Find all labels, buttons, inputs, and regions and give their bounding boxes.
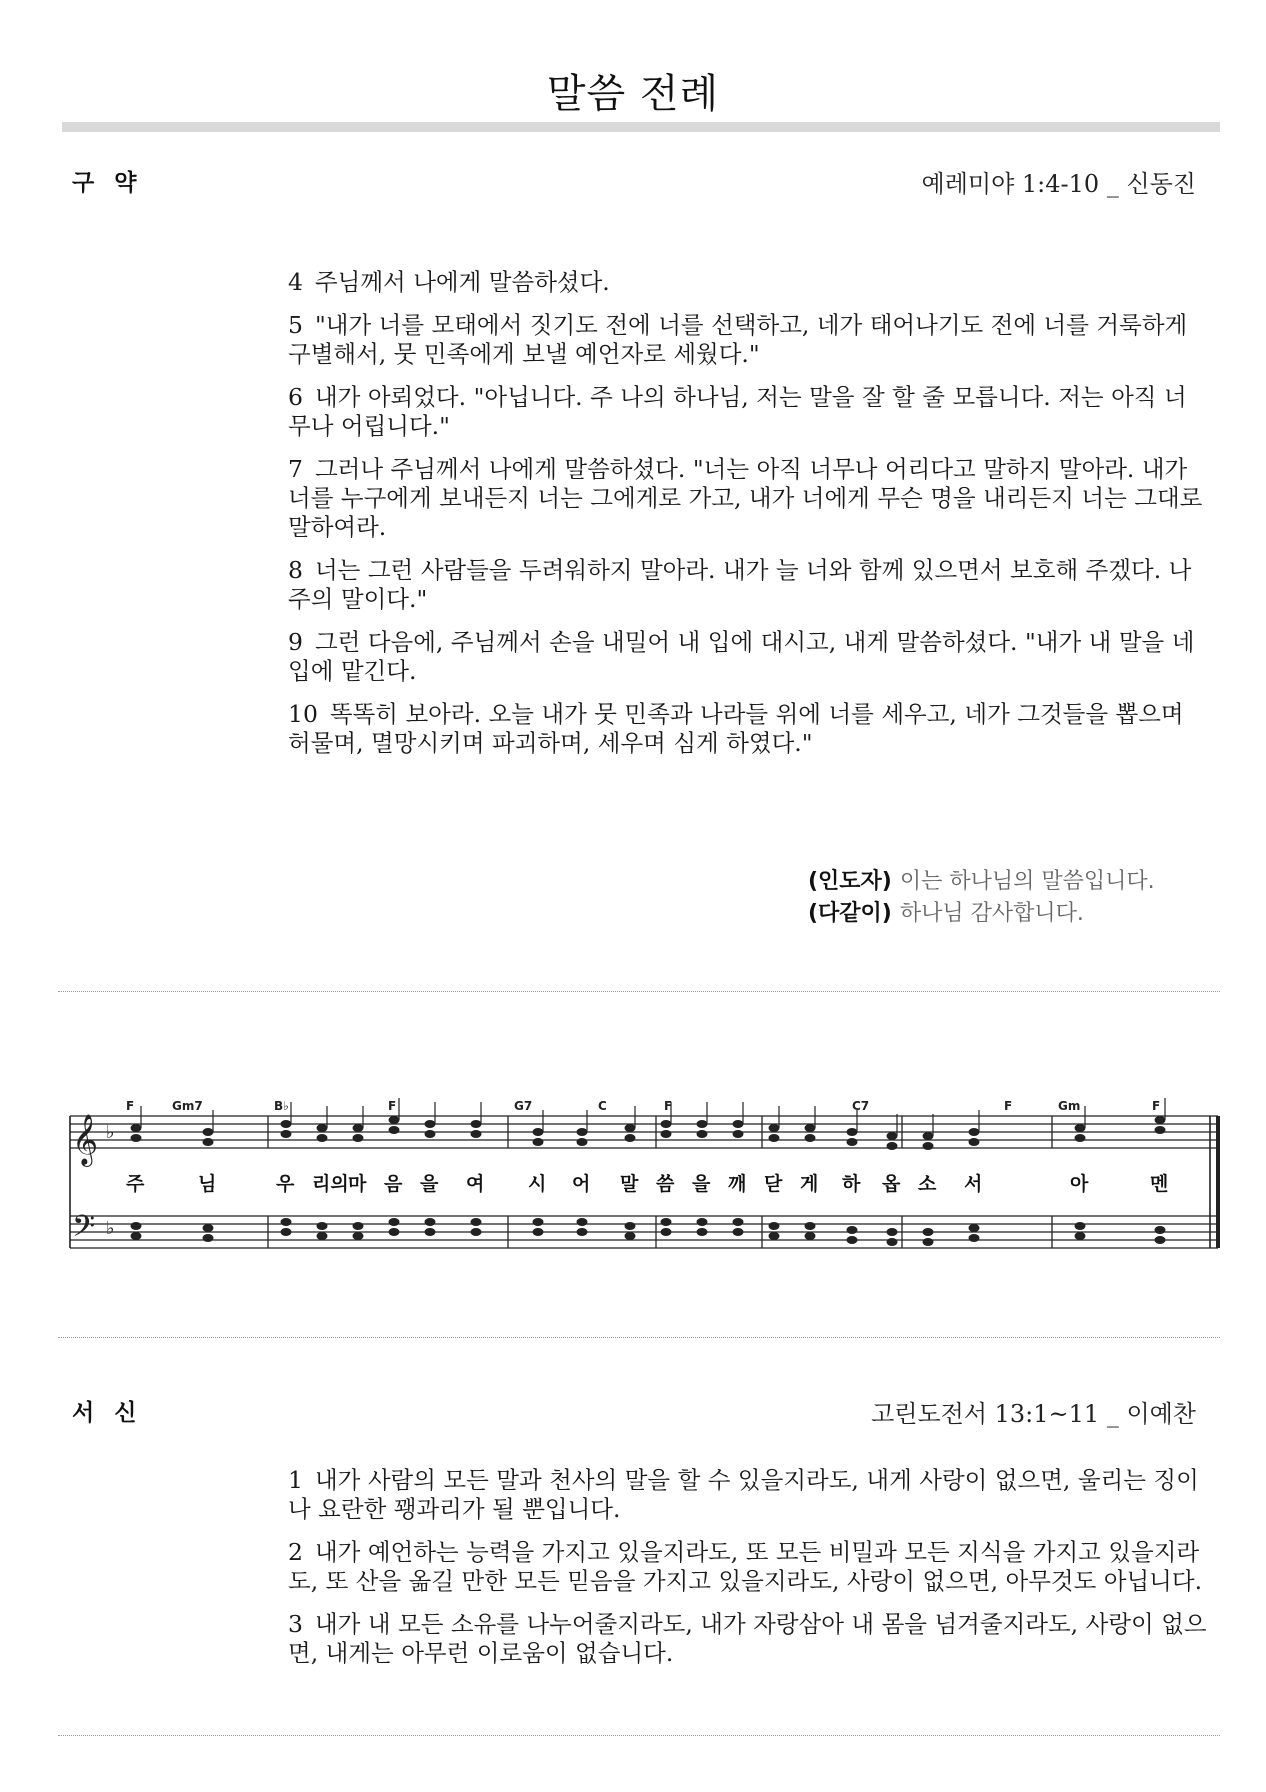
lyric-syllable: 시 <box>528 1173 547 1195</box>
note-head <box>1155 1126 1166 1134</box>
verse-text: 내가 예언하는 능력을 가지고 있을지라도, 또 모든 비밀과 모든 지식을 가지고 있을지라도, 또 산을 옮길 만한 모든 믿음을 가지고 있을지라도, 사랑이 없으면, 아무것도 아닙니다. <box>288 1538 1203 1595</box>
lyric-syllable: 게 <box>800 1173 819 1195</box>
verse-number: 5 <box>288 311 303 339</box>
verse <box>288 383 1208 441</box>
verse <box>288 1466 1208 1524</box>
note-head <box>847 1226 858 1234</box>
response-text: 이는 하나님의 말씀입니다. <box>899 869 1155 894</box>
note-head <box>471 1120 482 1128</box>
verse-number: 2 <box>288 1538 303 1566</box>
note-head <box>389 1126 400 1134</box>
verse <box>288 311 1208 369</box>
note-head <box>1075 1134 1086 1142</box>
lyric-syllable: 멘 <box>1150 1173 1169 1195</box>
verse <box>288 268 1208 297</box>
note-head <box>887 1238 898 1246</box>
bass-clef: 𝄢 <box>72 1210 96 1251</box>
verse-text: 그러나 주님께서 나에게 말씀하셨다. "너는 아직 너무나 어리다고 말하지 말아라. 내가 너를 누구에게 보내든지 너는 그에게로 가고, 내가 너에게 무슨 명을 내리든지 너는 그대로 말하여라. <box>288 455 1203 541</box>
note-head <box>805 1222 816 1230</box>
note-head <box>661 1218 672 1226</box>
chord-symbol: Gm <box>1058 1099 1081 1113</box>
note-head <box>577 1218 588 1226</box>
note-head <box>923 1228 934 1236</box>
note-head <box>389 1116 400 1124</box>
divider <box>58 1735 1220 1736</box>
note-head <box>923 1132 934 1140</box>
note-head <box>805 1134 816 1142</box>
note-head <box>425 1130 436 1138</box>
chord-symbol: F <box>1004 1099 1013 1113</box>
verse-text: 내가 사람의 모든 말과 천사의 말을 할 수 있을지라도, 내게 사랑이 없으면, 울리는 징이나 요란한 꽹과리가 될 뿐입니다. <box>288 1466 1199 1523</box>
note-head <box>887 1228 898 1236</box>
note-head <box>923 1142 934 1150</box>
note-head <box>281 1218 292 1226</box>
note-head <box>281 1130 292 1138</box>
chord-symbol: C7 <box>852 1099 870 1113</box>
old-testament-label: 구 약 <box>72 170 143 196</box>
chord-symbol: F <box>1152 1099 1161 1113</box>
note-head <box>969 1128 980 1136</box>
note-head <box>1075 1222 1086 1230</box>
note-head <box>661 1228 672 1236</box>
note-head <box>353 1222 364 1230</box>
note-head <box>353 1124 364 1132</box>
response-leader <box>808 866 1155 898</box>
note-head <box>131 1232 142 1240</box>
note-head <box>769 1222 780 1230</box>
note-head <box>131 1134 142 1142</box>
verse-text: 너는 그런 사람들을 두려워하지 말아라. 내가 늘 너와 함께 있으면서 보호해 주겠다. 나 주의 말이다." <box>288 556 1192 613</box>
verse-number: 9 <box>288 628 303 656</box>
note-head <box>733 1130 744 1138</box>
divider <box>58 991 1220 992</box>
verse-text: 내가 아뢰었다. "아닙니다. 주 나의 하나님, 저는 말을 잘 할 줄 모릅니다. 저는 아직 너무나 어립니다." <box>288 383 1187 440</box>
note-head <box>389 1218 400 1226</box>
note-head <box>425 1218 436 1226</box>
treble-clef: 𝄞 <box>72 1114 99 1165</box>
title-divider <box>62 122 1220 132</box>
note-head <box>131 1124 142 1132</box>
note-head <box>577 1138 588 1146</box>
lyric-syllable: 소 <box>918 1173 937 1195</box>
chord-symbol: F <box>664 1099 673 1113</box>
verse-text: 똑똑히 보아라. 오늘 내가 뭇 민족과 나라들 위에 너를 세우고, 네가 그것들을 뽑으며 허물며, 멸망시키며 파괴하며, 세우며 심게 하였다." <box>288 700 1184 757</box>
verse-number: 7 <box>288 455 303 483</box>
lyric-syllable: 주 <box>126 1173 145 1195</box>
chord-symbol: C <box>598 1099 607 1113</box>
note-head <box>533 1138 544 1146</box>
note-head <box>425 1228 436 1236</box>
epistle-reference: 고린도전서 13:1~11 _ 이예찬 <box>871 1400 1196 1428</box>
note-head <box>697 1130 708 1138</box>
note-head <box>625 1124 636 1132</box>
chord-symbol: F <box>126 1099 135 1113</box>
score-marks <box>72 1098 1168 1251</box>
note-head <box>661 1120 672 1128</box>
note-head <box>533 1228 544 1236</box>
note-head <box>697 1218 708 1226</box>
note-head <box>533 1128 544 1136</box>
verse-number: 6 <box>288 383 303 411</box>
verse-text: 그런 다음에, 주님께서 손을 내밀어 내 입에 대시고, 내게 말씀하셨다. "내가 내 말을 네 입에 맡긴다. <box>288 628 1195 685</box>
note-head <box>281 1120 292 1128</box>
epistle-reading <box>288 1466 1208 1682</box>
note-head <box>577 1128 588 1136</box>
note-head <box>533 1218 544 1226</box>
key-flat: ♭ <box>106 1122 115 1143</box>
note-head <box>389 1228 400 1236</box>
verse <box>288 1538 1208 1596</box>
lyric-syllable: 님 <box>198 1173 217 1195</box>
note-head <box>887 1132 898 1140</box>
note-head <box>923 1238 934 1246</box>
verse-number: 10 <box>288 700 318 728</box>
lyric-syllable: 옵 <box>882 1173 901 1195</box>
note-head <box>847 1138 858 1146</box>
note-head <box>769 1232 780 1240</box>
note-head <box>203 1224 214 1232</box>
note-head <box>805 1232 816 1240</box>
note-head <box>847 1236 858 1244</box>
note-head <box>969 1234 980 1242</box>
note-head <box>281 1228 292 1236</box>
chord-symbol: Gm7 <box>172 1099 203 1113</box>
note-head <box>471 1228 482 1236</box>
note-head <box>1155 1226 1166 1234</box>
note-head <box>203 1138 214 1146</box>
note-head <box>697 1228 708 1236</box>
divider <box>58 1337 1220 1338</box>
verse <box>288 628 1208 686</box>
old-testament-reading <box>288 268 1208 772</box>
note-head <box>577 1228 588 1236</box>
lyric-syllable: 아 <box>1070 1173 1089 1195</box>
note-head <box>131 1222 142 1230</box>
lyric-syllable: 씀 <box>656 1173 675 1195</box>
note-head <box>203 1234 214 1242</box>
note-head <box>847 1128 858 1136</box>
lyric-syllable: 음 <box>384 1173 403 1195</box>
verse <box>288 1610 1208 1668</box>
note-head <box>471 1218 482 1226</box>
lyric-syllable: 여 <box>466 1173 485 1195</box>
note-head <box>625 1232 636 1240</box>
lyric-syllable: 서 <box>964 1173 983 1195</box>
note-head <box>733 1120 744 1128</box>
verse <box>288 700 1208 758</box>
note-head <box>1155 1116 1166 1124</box>
old-testament-reference: 예레미야 1:4-10 _ 신동진 <box>921 170 1196 198</box>
key-flat: ♭ <box>106 1218 115 1239</box>
page-title: 말씀 전례 <box>546 71 720 117</box>
note-head <box>769 1124 780 1132</box>
lyric-syllable: 을 <box>692 1173 711 1195</box>
note-head <box>317 1232 328 1240</box>
lyric-syllable: 깨 <box>728 1173 747 1195</box>
note-head <box>1075 1232 1086 1240</box>
note-head <box>969 1224 980 1232</box>
note-head <box>661 1130 672 1138</box>
music-score <box>62 1098 1224 1268</box>
verse <box>288 556 1208 614</box>
note-head <box>969 1138 980 1146</box>
verse-text: 주님께서 나에게 말씀하셨다. <box>314 268 610 296</box>
response-all <box>808 898 1084 930</box>
note-head <box>425 1120 436 1128</box>
note-head <box>353 1232 364 1240</box>
response-role: (다같이) <box>808 901 892 926</box>
note-head <box>887 1142 898 1150</box>
lyric-syllable: 마 <box>348 1173 367 1195</box>
note-head <box>805 1124 816 1132</box>
lyric-syllable: 우 <box>276 1173 295 1195</box>
note-head <box>353 1134 364 1142</box>
note-head <box>625 1134 636 1142</box>
note-head <box>203 1128 214 1136</box>
lyric-syllable: 말 <box>620 1173 639 1195</box>
note-head <box>733 1218 744 1226</box>
lyric-syllable: 어 <box>572 1173 591 1195</box>
note-head <box>697 1120 708 1128</box>
verse <box>288 455 1208 542</box>
note-head <box>471 1130 482 1138</box>
note-head <box>733 1228 744 1236</box>
verse-number: 3 <box>288 1610 303 1638</box>
response-text: 하나님 감사합니다. <box>899 901 1084 926</box>
verse-text: 내가 내 모든 소유를 나누어줄지라도, 내가 자랑삼아 내 몸을 넘겨줄지라도, 사랑이 없으면, 내게는 아무런 이로움이 없습니다. <box>288 1610 1207 1667</box>
staff-lines <box>70 1116 1218 1248</box>
verse-number: 1 <box>288 1466 303 1494</box>
lyric-syllable: 닫 <box>764 1173 783 1195</box>
note-head <box>625 1222 636 1230</box>
verse-number: 8 <box>288 556 303 584</box>
verse-number: 4 <box>288 268 303 296</box>
note-head <box>317 1222 328 1230</box>
lyric-syllable: 을 <box>420 1173 439 1195</box>
chord-symbol: G7 <box>514 1099 533 1113</box>
note-head <box>317 1124 328 1132</box>
lyric-syllable: 리의 <box>312 1173 349 1195</box>
chord-symbol: B♭ <box>274 1099 289 1113</box>
verse-text: "내가 너를 모태에서 짓기도 전에 너를 선택하고, 네가 태어나기도 전에 너를 거룩하게 구별해서, 뭇 민족에게 보낼 예언자로 세웠다." <box>288 311 1188 368</box>
note-head <box>1155 1236 1166 1244</box>
note-head <box>317 1134 328 1142</box>
note-head <box>769 1134 780 1142</box>
lyric-syllable: 하 <box>842 1173 861 1195</box>
chord-symbol: F <box>388 1099 397 1113</box>
epistle-label: 서 신 <box>72 1400 143 1426</box>
response-role: (인도자) <box>808 869 892 894</box>
note-head <box>1075 1124 1086 1132</box>
